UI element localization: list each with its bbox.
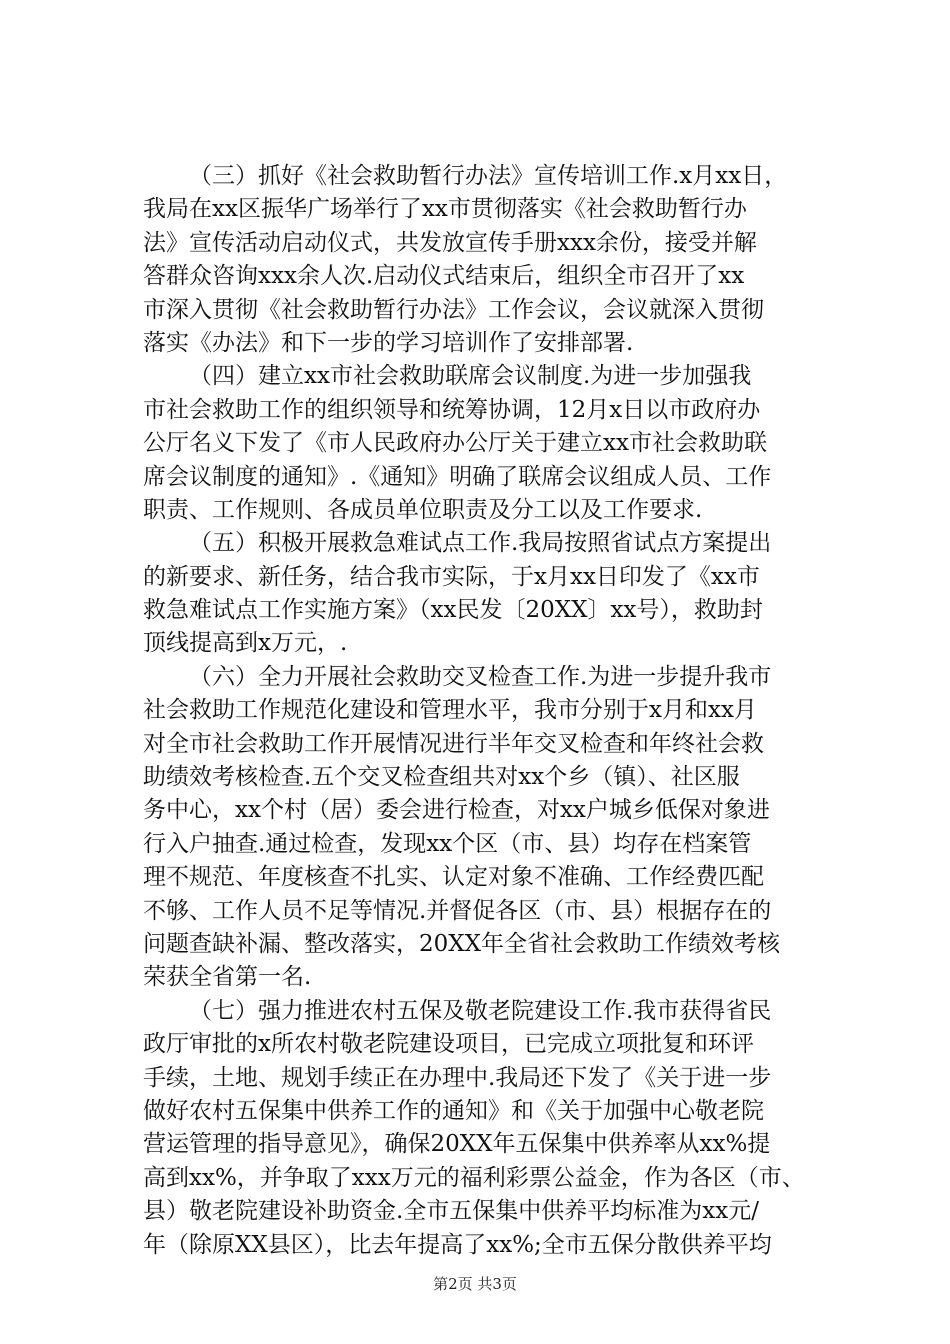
text-line: 社会救助工作规范化建设和管理水平，我市分别于x月和xx月 — [143, 697, 757, 724]
text-line: 手续，土地、规划手续正在办理中.我局还下发了《关于进一步 — [143, 1064, 772, 1091]
text-line: 顶线提高到x万元，. — [143, 630, 348, 657]
paragraph-first-line: （五）积极开展救急难试点工作.我局按照省试点方案提出 — [189, 530, 772, 557]
text-line: 落实《办法》和下一步的学习培训作了安排部署. — [143, 329, 634, 356]
document-body — [143, 160, 833, 1262]
text-line: 务中心，xx个村（居）委会进行检查，对xx户城乡低保对象进 — [143, 797, 770, 824]
paragraph-first-line: （三）抓好《社会救助暂行办法》宣传培训工作.x月xx日， — [189, 163, 788, 189]
paragraph-first-line: （六）全力开展社会救助交叉检查工作.为进一步提升我市 — [189, 663, 772, 690]
text-line: 高到xx%，并争取了xxx万元的福利彩票公益金，作为各区（市、 — [143, 1164, 805, 1191]
text-line: 公厅名义下发了《市人民政府办公厅关于建立xx市社会救助联 — [143, 430, 767, 457]
text-line: 政厅审批的x所农村敬老院建设项目，已完成立项批复和环评 — [143, 1031, 754, 1058]
text-line: 荣获全省第一名. — [143, 964, 312, 991]
paragraph-first-line: （四）建立xx市社会救助联席会议制度.为进一步加强我 — [189, 363, 752, 390]
text-line: 法》宣传活动启动仪式，共发放宣传手册xxx余份，接受并解 — [143, 229, 757, 256]
text-line: 县）敬老院建设补助资金.全市五保集中供养平均标准为xx元/ — [143, 1198, 760, 1225]
text-line: 问题查缺补漏、整改落实，20XX年全省社会救助工作绩效考核 — [143, 930, 781, 957]
text-line: 行入户抽查.通过检查，发现xx个区（市、县）均存在档案管 — [143, 830, 752, 857]
text-line: 答群众咨询xxx余人次.启动仪式结束后，组织全市召开了xx — [143, 263, 745, 290]
text-line: 市社会救助工作的组织领导和统筹协调，12月x日以市政府办 — [143, 396, 761, 423]
paragraph-first-line: （七）强力推进农村五保及敬老院建设工作.我市获得省民 — [189, 997, 772, 1024]
text-line: 助绩效考核检查.五个交叉检查组共对xx个乡（镇）、社区服 — [143, 764, 740, 791]
text-line: 我局在xx区振华广场举行了xx市贯彻落实《社会救助暂行办 — [143, 196, 747, 223]
text-line: 职责、工作规则、各成员单位职责及分工以及工作要求. — [143, 496, 703, 523]
text-line: 对全市社会救助工作开展情况进行半年交叉检查和年终社会救 — [143, 730, 764, 757]
text-line: 的新要求、新任务，结合我市实际，于x月xx日印发了《xx市 — [143, 563, 760, 590]
page-footer: 第2页 共3页 — [433, 1275, 517, 1293]
text-line: 年（除原XX县区），比去年提高了xx%;全市五保分散供养平均 — [143, 1231, 772, 1258]
text-line: 不够、工作人员不足等情况.并督促各区（市、县）根据存在的 — [143, 897, 772, 924]
text-line: 做好农村五保集中供养工作的通知》和《关于加强中心敬老院 — [143, 1097, 764, 1124]
text-line: 营运管理的指导意见》，确保20XX年五保集中供养率从xx%提 — [143, 1131, 771, 1158]
text-line: 救急难试点工作实施方案》（xx民发〔20XX〕xx号），救助封 — [143, 597, 763, 624]
text-line: 席会议制度的通知》.《通知》明确了联席会议组成人员、工作 — [143, 463, 772, 490]
text-line: 理不规范、年度核查不扎实、认定对象不准确、工作经费匹配 — [143, 864, 764, 891]
text-line: 市深入贯彻《社会救助暂行办法》工作会议，会议就深入贯彻 — [143, 296, 764, 323]
